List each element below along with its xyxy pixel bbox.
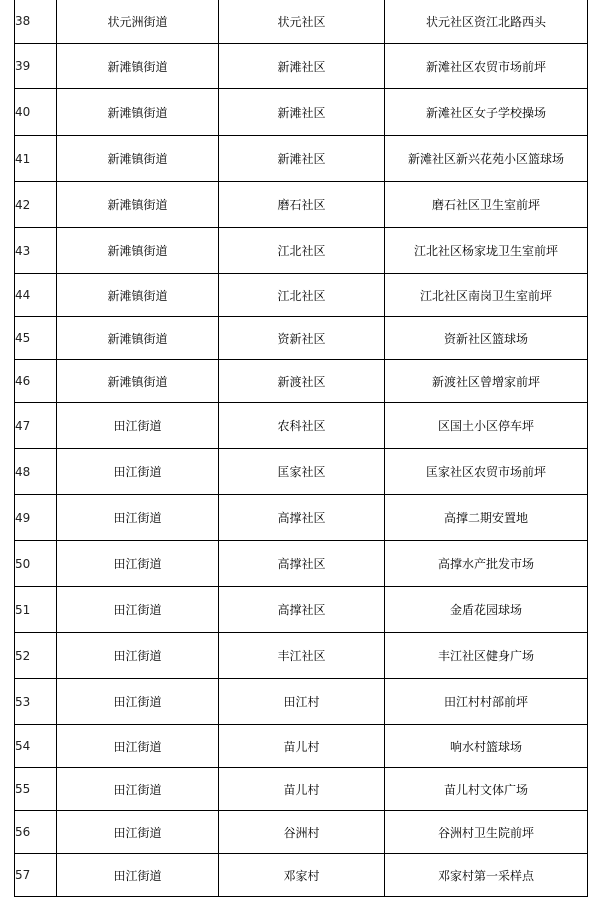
- community-cell: 新渡社区: [219, 360, 385, 403]
- table-row: [15, 228, 588, 274]
- row-number: 56: [15, 811, 57, 854]
- street-cell: 状元洲街道: [57, 0, 219, 44]
- table-row: [15, 768, 588, 811]
- community-cell: 高撑社区: [219, 587, 385, 633]
- community-cell: 江北社区: [219, 274, 385, 317]
- row-number: 42: [15, 182, 57, 228]
- row-number: 40: [15, 89, 57, 136]
- community-cell: 农科社区: [219, 403, 385, 449]
- location-cell: 状元社区资江北路西头: [385, 0, 588, 44]
- location-cell: 新滩社区农贸市场前坪: [385, 44, 588, 89]
- row-number: 39: [15, 44, 57, 89]
- street-cell: 田江街道: [57, 449, 219, 495]
- community-cell: 谷洲村: [219, 811, 385, 854]
- location-cell: 金盾花园球场: [385, 587, 588, 633]
- street-cell: 田江街道: [57, 725, 219, 768]
- community-cell: 田江村: [219, 679, 385, 725]
- location-cell: 田江村村部前坪: [385, 679, 588, 725]
- row-number: 47: [15, 403, 57, 449]
- row-number: 54: [15, 725, 57, 768]
- community-cell: 新滩社区: [219, 89, 385, 136]
- row-number: 51: [15, 587, 57, 633]
- table-row: [15, 541, 588, 587]
- location-cell: 高撑二期安置地: [385, 495, 588, 541]
- street-cell: 田江街道: [57, 854, 219, 897]
- table-row: [15, 0, 588, 44]
- table-row: [15, 495, 588, 541]
- street-cell: 新滩镇街道: [57, 360, 219, 403]
- table-row: [15, 317, 588, 360]
- street-cell: 新滩镇街道: [57, 182, 219, 228]
- street-cell: 田江街道: [57, 587, 219, 633]
- community-cell: 苗儿村: [219, 725, 385, 768]
- table-row: [15, 449, 588, 495]
- table-row: [15, 811, 588, 854]
- table-row: [15, 633, 588, 679]
- street-cell: 田江街道: [57, 495, 219, 541]
- community-cell: 磨石社区: [219, 182, 385, 228]
- location-cell: 区国土小区停车坪: [385, 403, 588, 449]
- row-number: 48: [15, 449, 57, 495]
- location-cell: 高撑水产批发市场: [385, 541, 588, 587]
- table-row: [15, 679, 588, 725]
- row-number: 55: [15, 768, 57, 811]
- street-cell: 田江街道: [57, 403, 219, 449]
- row-number: 38: [15, 0, 57, 44]
- table-row: [15, 182, 588, 228]
- table-row: [15, 725, 588, 768]
- community-cell: 新滩社区: [219, 136, 385, 182]
- location-cell: 新滩社区女子学校操场: [385, 89, 588, 136]
- row-number: 49: [15, 495, 57, 541]
- location-cell: 响水村篮球场: [385, 725, 588, 768]
- table-row: [15, 854, 588, 897]
- street-cell: 田江街道: [57, 768, 219, 811]
- location-cell: 江北社区南岗卫生室前坪: [385, 274, 588, 317]
- community-cell: 高撑社区: [219, 541, 385, 587]
- row-number: 46: [15, 360, 57, 403]
- location-cell: 资新社区篮球场: [385, 317, 588, 360]
- row-number: 44: [15, 274, 57, 317]
- community-cell: 高撑社区: [219, 495, 385, 541]
- street-cell: 新滩镇街道: [57, 136, 219, 182]
- location-cell: 谷洲村卫生院前坪: [385, 811, 588, 854]
- location-cell: 新滩社区新兴花苑小区篮球场: [385, 136, 588, 182]
- table-row: [15, 587, 588, 633]
- row-number: 45: [15, 317, 57, 360]
- street-cell: 田江街道: [57, 541, 219, 587]
- location-cell: 磨石社区卫生室前坪: [385, 182, 588, 228]
- table-body: [15, 0, 588, 897]
- row-number: 50: [15, 541, 57, 587]
- street-cell: 新滩镇街道: [57, 44, 219, 89]
- table-row: [15, 89, 588, 136]
- table-row: [15, 274, 588, 317]
- community-cell: 资新社区: [219, 317, 385, 360]
- table-row: [15, 360, 588, 403]
- row-number: 52: [15, 633, 57, 679]
- row-number: 57: [15, 854, 57, 897]
- table-row: [15, 44, 588, 89]
- community-cell: 邓家村: [219, 854, 385, 897]
- street-cell: 新滩镇街道: [57, 228, 219, 274]
- row-number: 43: [15, 228, 57, 274]
- row-number: 41: [15, 136, 57, 182]
- street-cell: 田江街道: [57, 811, 219, 854]
- community-cell: 新滩社区: [219, 44, 385, 89]
- community-cell: 状元社区: [219, 0, 385, 44]
- community-cell: 匡家社区: [219, 449, 385, 495]
- row-number: 53: [15, 679, 57, 725]
- table-row: [15, 136, 588, 182]
- street-cell: 田江街道: [57, 679, 219, 725]
- street-cell: 新滩镇街道: [57, 89, 219, 136]
- location-cell: 邓家村第一采样点: [385, 854, 588, 897]
- table-row: [15, 403, 588, 449]
- location-cell: 江北社区杨家垅卫生室前坪: [385, 228, 588, 274]
- testing-sites-table: [14, 0, 588, 897]
- location-cell: 丰江社区健身广场: [385, 633, 588, 679]
- community-cell: 丰江社区: [219, 633, 385, 679]
- location-cell: 匡家社区农贸市场前坪: [385, 449, 588, 495]
- street-cell: 新滩镇街道: [57, 274, 219, 317]
- community-cell: 苗儿村: [219, 768, 385, 811]
- community-cell: 江北社区: [219, 228, 385, 274]
- street-cell: 新滩镇街道: [57, 317, 219, 360]
- location-cell: 新渡社区曾增家前坪: [385, 360, 588, 403]
- street-cell: 田江街道: [57, 633, 219, 679]
- location-cell: 苗儿村文体广场: [385, 768, 588, 811]
